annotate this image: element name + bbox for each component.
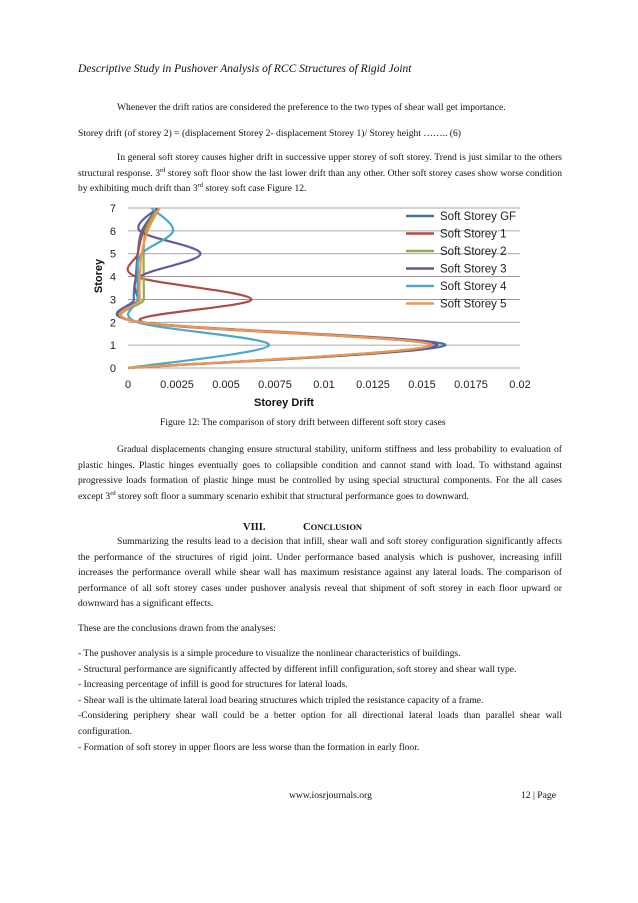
y-tick-label: 2	[109, 317, 116, 330]
x-tick-label: 0.0175	[454, 379, 488, 391]
storey-drift-chart	[88, 200, 548, 412]
x-tick-label: 0	[124, 379, 132, 391]
section-title-rest: ONCLUSION	[310, 522, 363, 532]
series-line-soft-storey-5	[120, 208, 432, 368]
y-tick-label: 0	[109, 363, 116, 375]
y-tick-label: 7	[109, 203, 116, 215]
section-title-initial: C	[303, 522, 311, 533]
x-tick-label: 0.015	[408, 379, 436, 391]
y-axis-label: Storey	[93, 258, 105, 294]
conclusion-list	[78, 646, 562, 755]
series-line-soft-storey-3	[118, 208, 437, 368]
x-tick-label: 0.0075	[258, 379, 292, 391]
conclusion-item: - Structural performance are significantly affected by different infill configuration, soft storey and shear wall type.	[78, 663, 517, 675]
paragraph-soft-storey: In general soft storey causes higher drift in successive upper storey of soft storey. Trend is just similar to the others structural response. 3rd storey soft floor show the last lower drift than any other. Other soft storey cases show worse condition by exhibiting much drift than 3rd storey soft case Figure 12.	[78, 152, 562, 195]
legend-label: Soft Storey 1	[440, 228, 507, 241]
conclusion-item: - Shear wall is the ultimate lateral load bearing structures which tripled the resistance capacity of a frame.	[78, 694, 484, 706]
legend-label: Soft Storey GF	[440, 211, 517, 223]
series-line-soft-storey-2	[121, 208, 432, 368]
conclusion-item: - Increasing percentage of infill is good for structures for lateral loads.	[78, 679, 348, 691]
section-number: VIII.	[243, 522, 266, 533]
equation-storey-drift: Storey drift (of storey 2) = (displacement Storey 2- displacement Storey 1)/ Storey height …….. (6)	[78, 128, 461, 139]
paragraph-drift-intro: Whenever the drift ratios are considered the preference to the two types of shear wall get importance.	[117, 102, 506, 113]
paragraph-gradual-displacement: Gradual displacements changing ensure structural stability, uniform stiffness and less probability to evaluation of plastic hinges. Plastic hinges eventually goes to collapsible condition and cannot stand with load. To withstand against progressive loads formation of plastic hinge must be controlled by using special structural components. For the all cases except 3rd storey soft floor a summary scenario exhibit that structural performance goes to downward.	[78, 444, 562, 502]
legend-label: Soft Storey 2	[440, 246, 507, 258]
x-axis-label: Storey Drift	[254, 397, 314, 409]
legend-label: Soft Storey 5	[440, 298, 507, 311]
conclusion-item: - The pushover analysis is a simple procedure to visualize the nonlinear characteristics of buildings.	[78, 648, 461, 659]
legend-label: Soft Storey 3	[440, 263, 507, 276]
y-tick-label: 4	[109, 271, 116, 284]
footer-page-number: 12 | Page	[521, 790, 556, 801]
y-tick-label: 5	[109, 248, 116, 261]
legend-label: Soft Storey 4	[440, 281, 507, 293]
conclusion-item: -Considering periphery shear wall could be a better option for all directional lateral loads than parallel shear wall configuration.	[78, 710, 562, 737]
chart-svg	[88, 200, 548, 412]
paragraph-conclusions-intro: These are the conclusions drawn from the analyses:	[78, 623, 276, 634]
x-tick-label: 0.0025	[160, 379, 194, 391]
x-tick-label: 0.005	[212, 379, 240, 391]
running-title: Descriptive Study in Pushover Analysis of RCC Structures of Rigid Joint	[78, 63, 412, 75]
y-tick-label: 1	[109, 340, 116, 353]
x-tick-label: 0.01	[313, 379, 335, 391]
y-tick-label: 3	[109, 294, 116, 307]
x-tick-label: 0.0125	[356, 379, 390, 391]
series-line-soft-storey-gf	[117, 208, 446, 368]
x-tick-label: 0.02	[509, 379, 531, 391]
paragraph-summary: Summarizing the results lead to a decision that infill, shear wall and soft storey configuration significantly affects the performance of the structures of rigid joint. Under performance based analysis which is pushover, increasing infill increases the performance overall while shear wall has maximum resistance against any lateral loads. The comparison of performance of all soft storey cases under pushover analysis reveal that shipment of soft storey in each floor upward or downward has a significant effects.	[78, 536, 562, 610]
figure-caption: Figure 12: The comparison of story drift between different soft story cases	[160, 417, 446, 428]
section-heading	[243, 522, 362, 533]
footer-url: www.iosrjournals.org	[289, 790, 372, 801]
conclusion-item: - Formation of soft storey in upper floors are less worse than the formation in early floor.	[78, 741, 420, 753]
y-tick-label: 6	[109, 225, 116, 238]
